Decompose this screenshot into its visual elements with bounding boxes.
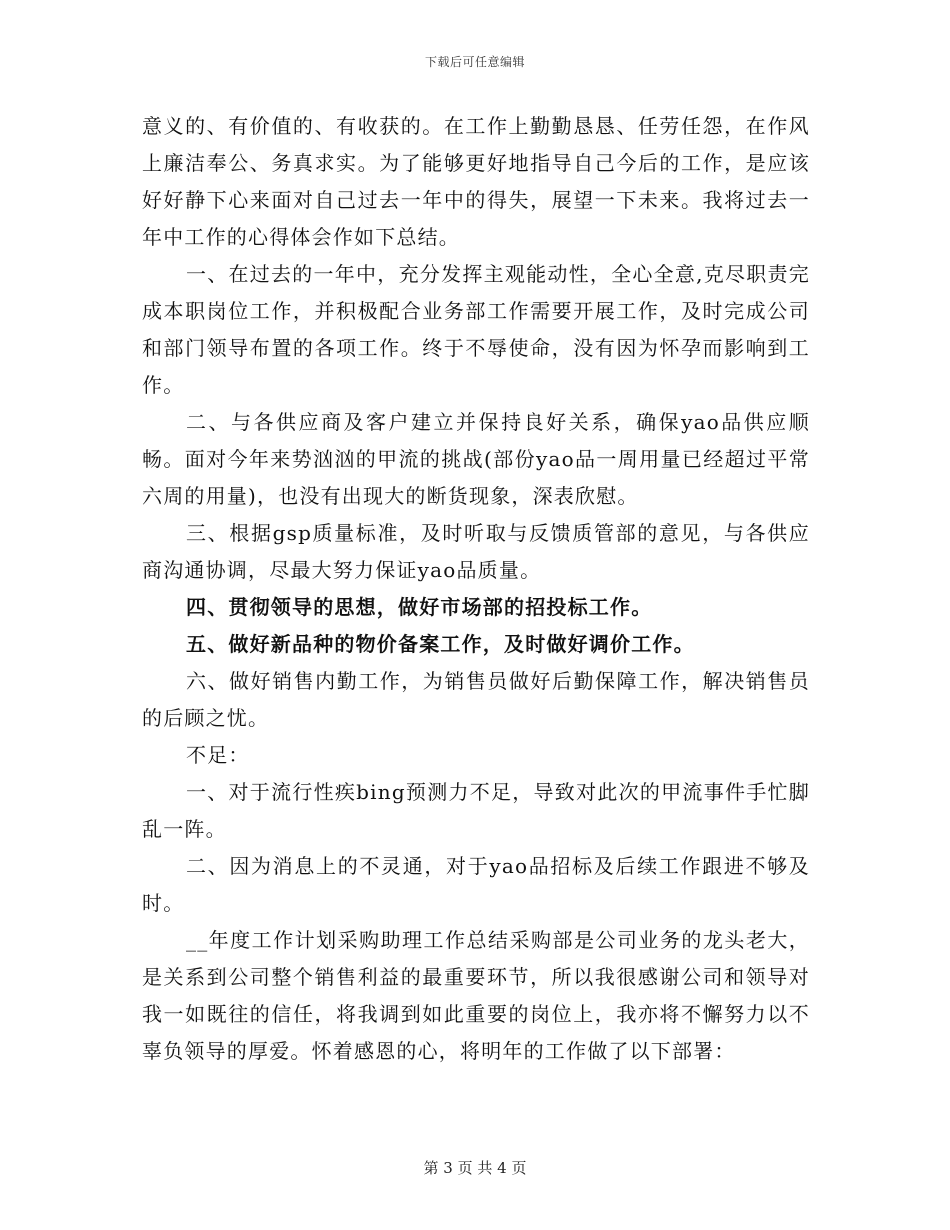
paragraph-item-2: 二、与各供应商及客户建立并保持良好关系，确保yao品供应顺畅。面对今年来势汹汹的甲流的挑战(部份yao品一周用量已经超过平常六周的用量)，也没有出现大的断货现象，深表欣慰。 (142, 410, 810, 508)
paragraph-plan: __年度工作计划采购助理工作总结采购部是公司业务的龙头老大，是关系到公司整个销售利益的最重要环节，所以我很感谢公司和领导对我一如既往的信任，将我调到如此重要的岗位上，我亦将不懈努力以不辜负领导的厚爱。怀着感恩的心，将明年的工作做了以下部署： (142, 928, 810, 1063)
paragraph-item-4: 四、贯彻领导的思想，做好市场部的招投标工作。 (186, 595, 653, 619)
paragraph-shortcoming-2: 二、因为消息上的不灵通，对于yao品招标及后续工作跟进不够及时。 (142, 854, 810, 915)
paragraph-item-5: 五、做好新品种的物价备案工作，及时做好调价工作。 (186, 632, 695, 656)
page-footer: 第 3 页 共 4 页 (423, 1159, 527, 1177)
document-body (142, 108, 810, 1070)
page-header: 下载后可任意编辑 (424, 55, 525, 69)
paragraph-intro: 意义的、有价值的、有收获的。在工作上勤勤恳恳、任劳任怨，在作风上廉洁奉公、务真求实。为了能够更好地指导自己今后的工作，是应该好好静下心来面对自己过去一年中的得失，展望一下未来。我将过去一年中工作的心得体会作如下总结。 (142, 114, 810, 249)
paragraph-item-6: 六、做好销售内勤工作，为销售员做好后勤保障工作，解决销售员的后顾之忧。 (142, 669, 810, 730)
paragraph-item-3: 三、根据gsp质量标准，及时听取与反馈质管部的意见，与各供应商沟通协调，尽最大努力保证yao品质量。 (142, 521, 810, 582)
paragraph-shortcomings-heading: 不足： (186, 743, 250, 767)
paragraph-shortcoming-1: 一、对于流行性疾bing预测力不足，导致对此次的甲流事件手忙脚乱一阵。 (142, 780, 810, 841)
paragraph-item-1: 一、在过去的一年中，充分发挥主观能动性，全心全意,克尽职责完成本职岗位工作，并积极配合业务部工作需要开展工作，及时完成公司和部门领导布置的各项工作。终于不辱使命，没有因为怀孕而影响到工作。 (142, 262, 810, 397)
